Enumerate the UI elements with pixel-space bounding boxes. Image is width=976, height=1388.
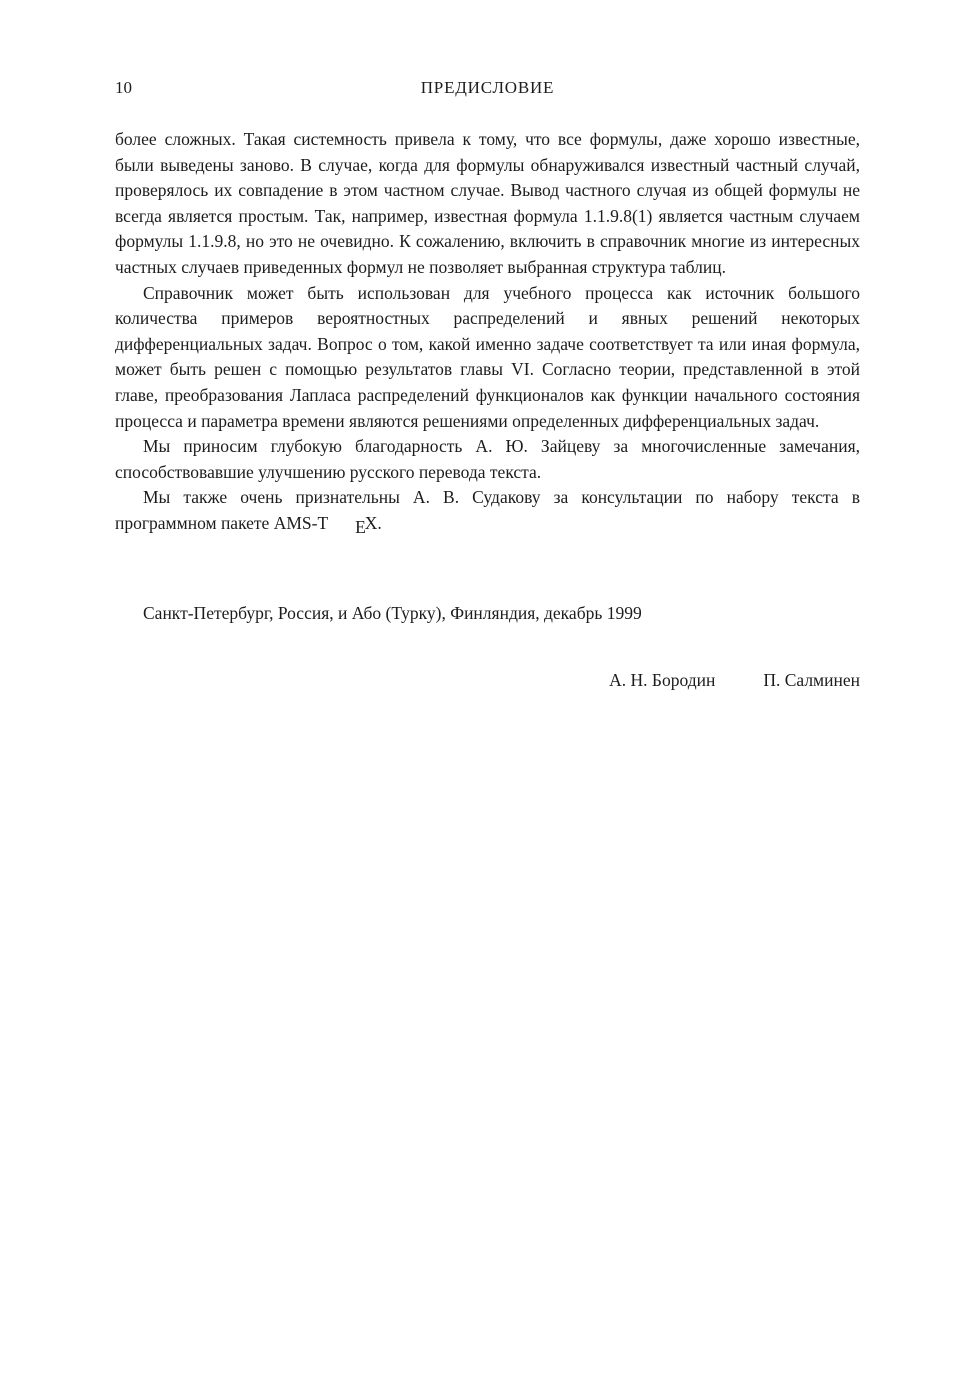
author-1: А. Н. Бородин bbox=[609, 669, 716, 690]
paragraph-2: Справочник может быть использован для учебного процесса как источник большого количества примеров вероятностных распределений и явных решений некоторых дифференциальных задач. Вопрос о том, какой именно задаче соответствует та или иная формула, может быть решен с помощью результатов главы VI. Согласно теории, представленной в этой главе, преобразования Лапласа распределений функционалов как функции начального состояния процесса и параметра времени являются решениями определенных дифференциальных задач. bbox=[115, 282, 860, 431]
amstex-sub-e: E bbox=[355, 516, 366, 537]
paragraph-4 bbox=[115, 485, 860, 540]
paragraph-4-text: Мы также очень признательны А. В. Судакову за консультации по набору текста в программном пакете bbox=[115, 487, 860, 533]
dateline: Санкт-Петербург, Россия, и Або (Турку), Финляндия, декабрь 1999 bbox=[143, 603, 642, 624]
amstex-period: . bbox=[377, 512, 382, 533]
signatures bbox=[115, 668, 860, 694]
running-head-title: ПРЕДИСЛОВИЕ bbox=[420, 78, 555, 97]
paragraph-3: Мы приносим глубокую благодарность А. Ю. Зайцеву за многочисленные замечания, способствовавшие улучшению русского перевода текста. bbox=[115, 436, 860, 482]
running-header bbox=[115, 78, 860, 100]
page-number: 10 bbox=[115, 78, 132, 97]
paragraph-1: более сложных. Такая системность привела к тому, что все формулы, даже хорошо известные, были выведены заново. В случае, когда для формулы обнаруживался известный частный случай, проверялось их совпадение в этом частном случае. Вывод частного случая из общей формулы не всегда является простым. Так, например, известная формула 1.1.9.8(1) является частным случаем формулы 1.1.9.8, но это не очевидно. К сожалению, включить в справочник многие из интересных частных случаев приведенных формул не позволяет выбранная структура таблиц. bbox=[115, 129, 860, 277]
author-2: П. Салминен bbox=[763, 669, 860, 690]
amstex-logo bbox=[273, 512, 378, 537]
amstex-pre: AMS-T bbox=[273, 512, 329, 533]
amstex-post: X bbox=[364, 512, 378, 533]
text-block bbox=[115, 127, 860, 693]
